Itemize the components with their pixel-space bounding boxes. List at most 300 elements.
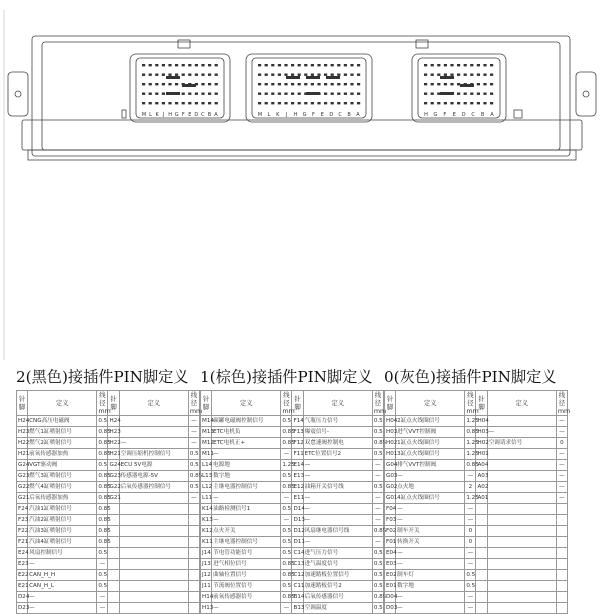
connector-pin <box>142 102 145 104</box>
table-cell: 空调温度 <box>303 603 372 614</box>
table-cell: G24 <box>108 460 119 471</box>
table-cell: 后氧传感器控制信号 <box>119 482 188 493</box>
table-cell: — <box>465 548 476 559</box>
table-row <box>201 515 384 526</box>
table-cell <box>556 559 567 570</box>
table-cell: 0.5 <box>372 416 383 427</box>
connector-pin <box>450 102 453 104</box>
table-cell <box>487 504 556 515</box>
table-cell: — <box>303 515 372 526</box>
table-cell <box>556 504 567 515</box>
table-cell: 1.25 <box>465 438 476 449</box>
pin-table-header-cell: 定义 <box>396 391 465 416</box>
connector-pin <box>195 102 198 104</box>
connector-pin <box>357 93 360 95</box>
connector-pin <box>265 74 268 76</box>
connector-pin <box>149 83 152 85</box>
connector-pin <box>477 74 480 76</box>
table-row <box>201 449 384 460</box>
table-cell: E21 <box>17 581 28 592</box>
connector-pin <box>457 74 460 76</box>
table-cell <box>487 570 556 581</box>
connector-pin <box>182 93 185 95</box>
connector-pin <box>431 83 434 85</box>
table-cell: H22 <box>17 438 28 449</box>
connector-pin <box>324 83 327 85</box>
connector-pin <box>464 64 467 66</box>
table-row <box>385 416 568 427</box>
table-cell: 后氧传感器加热 <box>28 493 97 504</box>
connector-pin <box>284 64 287 66</box>
connector-letter: B <box>480 112 485 118</box>
table-cell <box>108 592 119 603</box>
connector-pin <box>337 74 340 76</box>
table-cell <box>556 548 567 559</box>
connector-pin <box>424 93 427 95</box>
connector-pin <box>344 102 347 104</box>
connector-pin <box>437 93 440 95</box>
table-cell: L12 <box>201 482 212 493</box>
connector-pin <box>444 83 447 85</box>
connector-pin <box>450 64 453 66</box>
table-cell: 进气VVT控制阀 <box>396 427 465 438</box>
connector-pin <box>350 93 353 95</box>
table-row <box>385 548 568 559</box>
pin-table-header-cell: 针脚 <box>17 391 28 416</box>
pin-table-header-cell: 线径mm <box>282 391 295 415</box>
table-cell: 汽油3缸喷射信号 <box>28 526 97 537</box>
table-cell: 后氧传感器信号 <box>303 592 372 603</box>
table-cell <box>487 416 556 427</box>
table-cell: — <box>28 592 97 603</box>
connector-pin <box>155 102 158 104</box>
connector-pin <box>149 64 152 66</box>
table-cell: — <box>396 515 465 526</box>
table-cell: 0.85 <box>465 427 476 438</box>
table-cell: — <box>465 559 476 570</box>
table-cell: G23 <box>108 471 119 482</box>
connector-pin <box>142 83 145 85</box>
connector-pin <box>344 83 347 85</box>
table-cell: 0 <box>465 526 476 537</box>
table-cell: E02 <box>385 570 396 581</box>
ecu-base <box>22 120 582 150</box>
table-cell: 0.5 <box>97 460 108 471</box>
mount-tab-right <box>576 72 596 116</box>
table-cell: — <box>28 603 97 614</box>
connector-pin <box>490 83 493 85</box>
table-cell: 0.85 <box>97 493 108 504</box>
table-cell <box>119 504 188 515</box>
connector-pin <box>142 64 145 66</box>
table-cell: 主继电器控制信号 <box>212 482 281 493</box>
table-cell: 加速踏板位置信号 <box>303 570 372 581</box>
connector-pin <box>483 93 486 95</box>
table-cell: D04 <box>385 592 396 603</box>
connector-pin <box>457 83 460 85</box>
connector-pin <box>304 83 307 85</box>
table-cell <box>119 537 188 548</box>
connector-letter: D <box>461 112 466 118</box>
table-cell <box>188 526 199 537</box>
connector-pin <box>195 93 198 95</box>
table-cell: 燃气2缸喷射信号 <box>28 438 97 449</box>
table-cell: 0.85 <box>97 471 108 482</box>
connector-pin <box>175 83 178 85</box>
table-cell: — <box>188 416 199 427</box>
table-row <box>385 603 568 614</box>
table-cell: 0.5 <box>465 570 476 581</box>
table-cell: 燃气4缸喷射信号 <box>28 482 97 493</box>
table-cell: J11 <box>201 581 212 592</box>
table-cell: 0.5 <box>372 482 383 493</box>
pin-table-header-cell: 线径mm <box>557 391 571 415</box>
table-cell: C11 <box>292 581 303 592</box>
table-cell: F21 <box>17 537 28 548</box>
connector-pin <box>265 83 268 85</box>
table-cell: H24 <box>17 416 28 427</box>
table-cell: F03 <box>385 515 396 526</box>
pin-table-section <box>16 364 203 611</box>
pin-table <box>200 390 387 614</box>
connector-pin <box>424 64 427 66</box>
connector-pin <box>271 83 274 85</box>
table-row <box>201 537 384 548</box>
connector-pin <box>477 93 480 95</box>
table-cell: 转换开关 <box>396 537 465 548</box>
table-cell: F02 <box>385 526 396 537</box>
connector-pin <box>470 64 473 66</box>
table-cell: 风扇控制信号 <box>28 548 97 559</box>
connector-pin <box>291 102 294 104</box>
table-cell: J12 <box>201 570 212 581</box>
table-cell: G01 <box>385 493 396 504</box>
connector-pin <box>317 102 320 104</box>
table-row <box>17 438 200 449</box>
table-cell: 排气VVT控制阀 <box>396 460 465 471</box>
connector-pin <box>311 102 314 104</box>
connector-pin <box>284 83 287 85</box>
table-cell: K12 <box>201 526 212 537</box>
table-cell: — <box>556 493 567 504</box>
connector-pin <box>155 93 158 95</box>
connector-pin <box>464 102 467 104</box>
connector-pin <box>477 64 480 66</box>
table-cell: G02 <box>385 482 396 493</box>
table-cell: 0.85 <box>97 449 108 460</box>
connector-pin <box>331 64 334 66</box>
connector-pin <box>304 102 307 104</box>
table-cell <box>119 493 188 504</box>
table-cell: E11 <box>292 493 303 504</box>
table-cell: 0.5 <box>372 548 383 559</box>
connector-pin <box>344 74 347 76</box>
connector-pin <box>162 74 165 76</box>
table-cell: H23 <box>108 427 119 438</box>
table-cell: 0.85 <box>281 482 292 493</box>
table-cell: 0.5 <box>281 537 292 548</box>
table-row <box>17 537 200 548</box>
table-cell: 0.85 <box>465 460 476 471</box>
table-row <box>201 493 384 504</box>
table-cell: 油箱开关信号线 <box>303 482 372 493</box>
table-row <box>201 581 384 592</box>
table-cell: 油路检测信号1 <box>212 504 281 515</box>
connector-pin <box>457 102 460 104</box>
table-row <box>385 482 568 493</box>
table-cell: 进气相位信号 <box>212 559 281 570</box>
table-cell: — <box>556 427 567 438</box>
table-cell: H22 <box>108 438 119 449</box>
connector-pin <box>350 64 353 66</box>
table-row <box>17 581 200 592</box>
table-cell: — <box>281 493 292 504</box>
table-cell: H03 <box>385 427 396 438</box>
table-cell <box>476 515 487 526</box>
table-cell: 风扇继电器信号线 <box>303 526 372 537</box>
table-cell: 点火开关 <box>212 526 281 537</box>
connector-pin <box>357 83 360 85</box>
connector-letter: F <box>181 112 185 118</box>
table-cell: — <box>465 603 476 614</box>
connector-letter: D <box>329 112 334 118</box>
connector-pin <box>324 64 327 66</box>
table-cell: — <box>465 592 476 603</box>
table-cell: 0.5 <box>188 460 199 471</box>
table-cell: — <box>372 504 383 515</box>
connector-slot <box>440 76 454 79</box>
table-cell: 0.5 <box>281 471 292 482</box>
table-row <box>201 416 384 427</box>
connector-pin <box>324 93 327 95</box>
connector-letter: J <box>285 112 288 118</box>
connector-pin <box>331 102 334 104</box>
connector-pin <box>298 93 301 95</box>
table-cell <box>188 515 199 526</box>
table-cell <box>476 570 487 581</box>
table-cell: M13 <box>201 427 212 438</box>
table-row <box>385 570 568 581</box>
connector-pin <box>258 102 261 104</box>
table-cell: — <box>372 471 383 482</box>
table-cell: 0.85 <box>97 438 108 449</box>
table-cell: 0.5 <box>281 581 292 592</box>
table-cell: 0.5 <box>188 449 199 460</box>
connector-pin <box>464 74 467 76</box>
table-cell: 0.85 <box>281 438 292 449</box>
connector-pin <box>291 64 294 66</box>
connector-pin <box>149 74 152 76</box>
table-row <box>17 504 200 515</box>
connector-pin <box>155 83 158 85</box>
table-cell: — <box>372 515 383 526</box>
table-row <box>385 592 568 603</box>
table-row <box>385 460 568 471</box>
table-cell <box>119 559 188 570</box>
table-cell <box>556 592 567 603</box>
table-cell: A04 <box>476 460 487 471</box>
table-cell: — <box>303 493 372 504</box>
connector-pin <box>188 102 191 104</box>
table-cell <box>487 537 556 548</box>
connector-slot <box>166 92 180 95</box>
table-cell: 2缸点火线圈信号 <box>396 416 465 427</box>
table-cell: 汽油1缸喷射信号 <box>28 504 97 515</box>
table-cell: — <box>556 482 567 493</box>
connector-pin <box>291 93 294 95</box>
table-cell: F22 <box>17 526 28 537</box>
table-cell: 0.5 <box>188 482 199 493</box>
table-cell: L13 <box>201 471 212 482</box>
connector-slot <box>286 76 300 79</box>
connector-letter: G <box>433 112 438 118</box>
table-cell: C14 <box>292 548 303 559</box>
table-cell: — <box>556 416 567 427</box>
connector-pin <box>350 83 353 85</box>
pin-table <box>384 390 571 614</box>
table-cell: 0.85 <box>188 471 199 482</box>
connector-pin <box>344 93 347 95</box>
table-cell: F12 <box>292 438 303 449</box>
table-cell: H04 <box>385 416 396 427</box>
table-cell: 0 <box>465 537 476 548</box>
table-cell: D12 <box>292 526 303 537</box>
table-row <box>17 416 200 427</box>
connector-pin <box>175 74 178 76</box>
table-cell: — <box>396 471 465 482</box>
connector-pin <box>258 83 261 85</box>
connector-pin <box>195 74 198 76</box>
table-cell: 气瓶压力信号 <box>303 416 372 427</box>
pin-table-header-row <box>385 391 568 416</box>
table-cell: D14 <box>292 504 303 515</box>
table-cell: — <box>303 537 372 548</box>
table-cell: E14 <box>292 460 303 471</box>
table-cell: — <box>97 559 108 570</box>
table-row <box>201 592 384 603</box>
table-cell: K11 <box>201 537 212 548</box>
connector-pin <box>258 93 261 95</box>
connector-pin <box>188 74 191 76</box>
table-cell <box>108 581 119 592</box>
connector-slot <box>440 92 454 95</box>
pin-table-header-row <box>17 391 200 416</box>
table-cell <box>476 559 487 570</box>
table-cell: E12 <box>292 482 303 493</box>
table-row <box>201 559 384 570</box>
connector-pin <box>175 64 178 66</box>
connector-pin <box>298 74 301 76</box>
table-cell: H13 <box>201 603 212 614</box>
table-cell: 0.85 <box>281 559 292 570</box>
table-cell: H01 <box>385 449 396 460</box>
table-cell: 0.5 <box>372 449 383 460</box>
table-cell: 0.5 <box>281 526 292 537</box>
table-cell: 曲轴位置信号 <box>212 570 281 581</box>
table-cell: 4缸点火线圈信号 <box>396 493 465 504</box>
table-row <box>17 559 200 570</box>
table-cell: 0.85 <box>97 515 108 526</box>
table-cell: G21 <box>17 493 28 504</box>
connector-pin <box>284 102 287 104</box>
table-cell: F14 <box>292 416 303 427</box>
table-cell: — <box>303 504 372 515</box>
connector-letter: B <box>207 112 212 118</box>
pin-table-header-cell: 线径mm <box>189 391 203 415</box>
mount-tab-left <box>8 72 28 116</box>
table-cell: 1.25 <box>281 460 292 471</box>
table-cell <box>476 581 487 592</box>
table-cell: M11 <box>201 449 212 460</box>
table-cell: K13 <box>201 515 212 526</box>
table-cell: D23 <box>17 603 28 614</box>
table-row <box>17 570 200 581</box>
connector-pin <box>265 64 268 66</box>
table-cell: 0.5 <box>281 548 292 559</box>
table-cell: C12 <box>292 570 303 581</box>
connector-pin <box>331 74 334 76</box>
table-cell: 前氧传感器加热 <box>28 449 97 460</box>
connector-letter: D <box>194 112 199 118</box>
connector-letter: B <box>347 112 351 118</box>
table-cell: — <box>556 449 567 460</box>
table-cell <box>188 603 199 614</box>
table-cell: — <box>303 471 372 482</box>
table-cell <box>119 416 188 427</box>
table-cell: 0.85 <box>372 592 383 603</box>
table-cell: — <box>97 603 108 614</box>
connector-pin <box>470 102 473 104</box>
table-cell: ETC位置信号2 <box>303 449 372 460</box>
table-cell: D11 <box>292 537 303 548</box>
table-cell: 0.5 <box>97 416 108 427</box>
connector-pin <box>155 64 158 66</box>
connector-pin <box>215 64 218 66</box>
connector-pin <box>331 83 334 85</box>
table-cell: G21 <box>108 493 119 504</box>
table-cell: E04 <box>385 548 396 559</box>
table-cell <box>487 460 556 471</box>
connector-pin <box>444 102 447 104</box>
connector-pin <box>311 64 314 66</box>
table-cell <box>188 559 199 570</box>
table-cell: 0.85 <box>372 438 383 449</box>
connector-pin <box>278 74 281 76</box>
table-cell: 0.5 <box>97 548 108 559</box>
table-cell: F23 <box>17 515 28 526</box>
table-cell <box>487 471 556 482</box>
table-cell <box>188 570 199 581</box>
pin-table-header-cell: 定义 <box>212 391 281 416</box>
connector-pin <box>201 102 204 104</box>
table-cell: 1.25 <box>465 449 476 460</box>
connector-pin <box>450 74 453 76</box>
connector-pin <box>215 93 218 95</box>
table-cell: J13 <box>201 559 212 570</box>
table-cell: — <box>188 438 199 449</box>
table-cell <box>108 570 119 581</box>
connector-pin <box>201 74 204 76</box>
connector-pin <box>431 102 434 104</box>
connector-letter: C <box>201 112 205 118</box>
connector-pin <box>291 74 294 76</box>
table-cell: — <box>212 449 281 460</box>
table-cell <box>487 581 556 592</box>
table-cell: — <box>281 449 292 460</box>
table-cell <box>476 603 487 614</box>
connector-letter: H <box>168 112 173 118</box>
table-cell: 进气温度信号 <box>303 559 372 570</box>
